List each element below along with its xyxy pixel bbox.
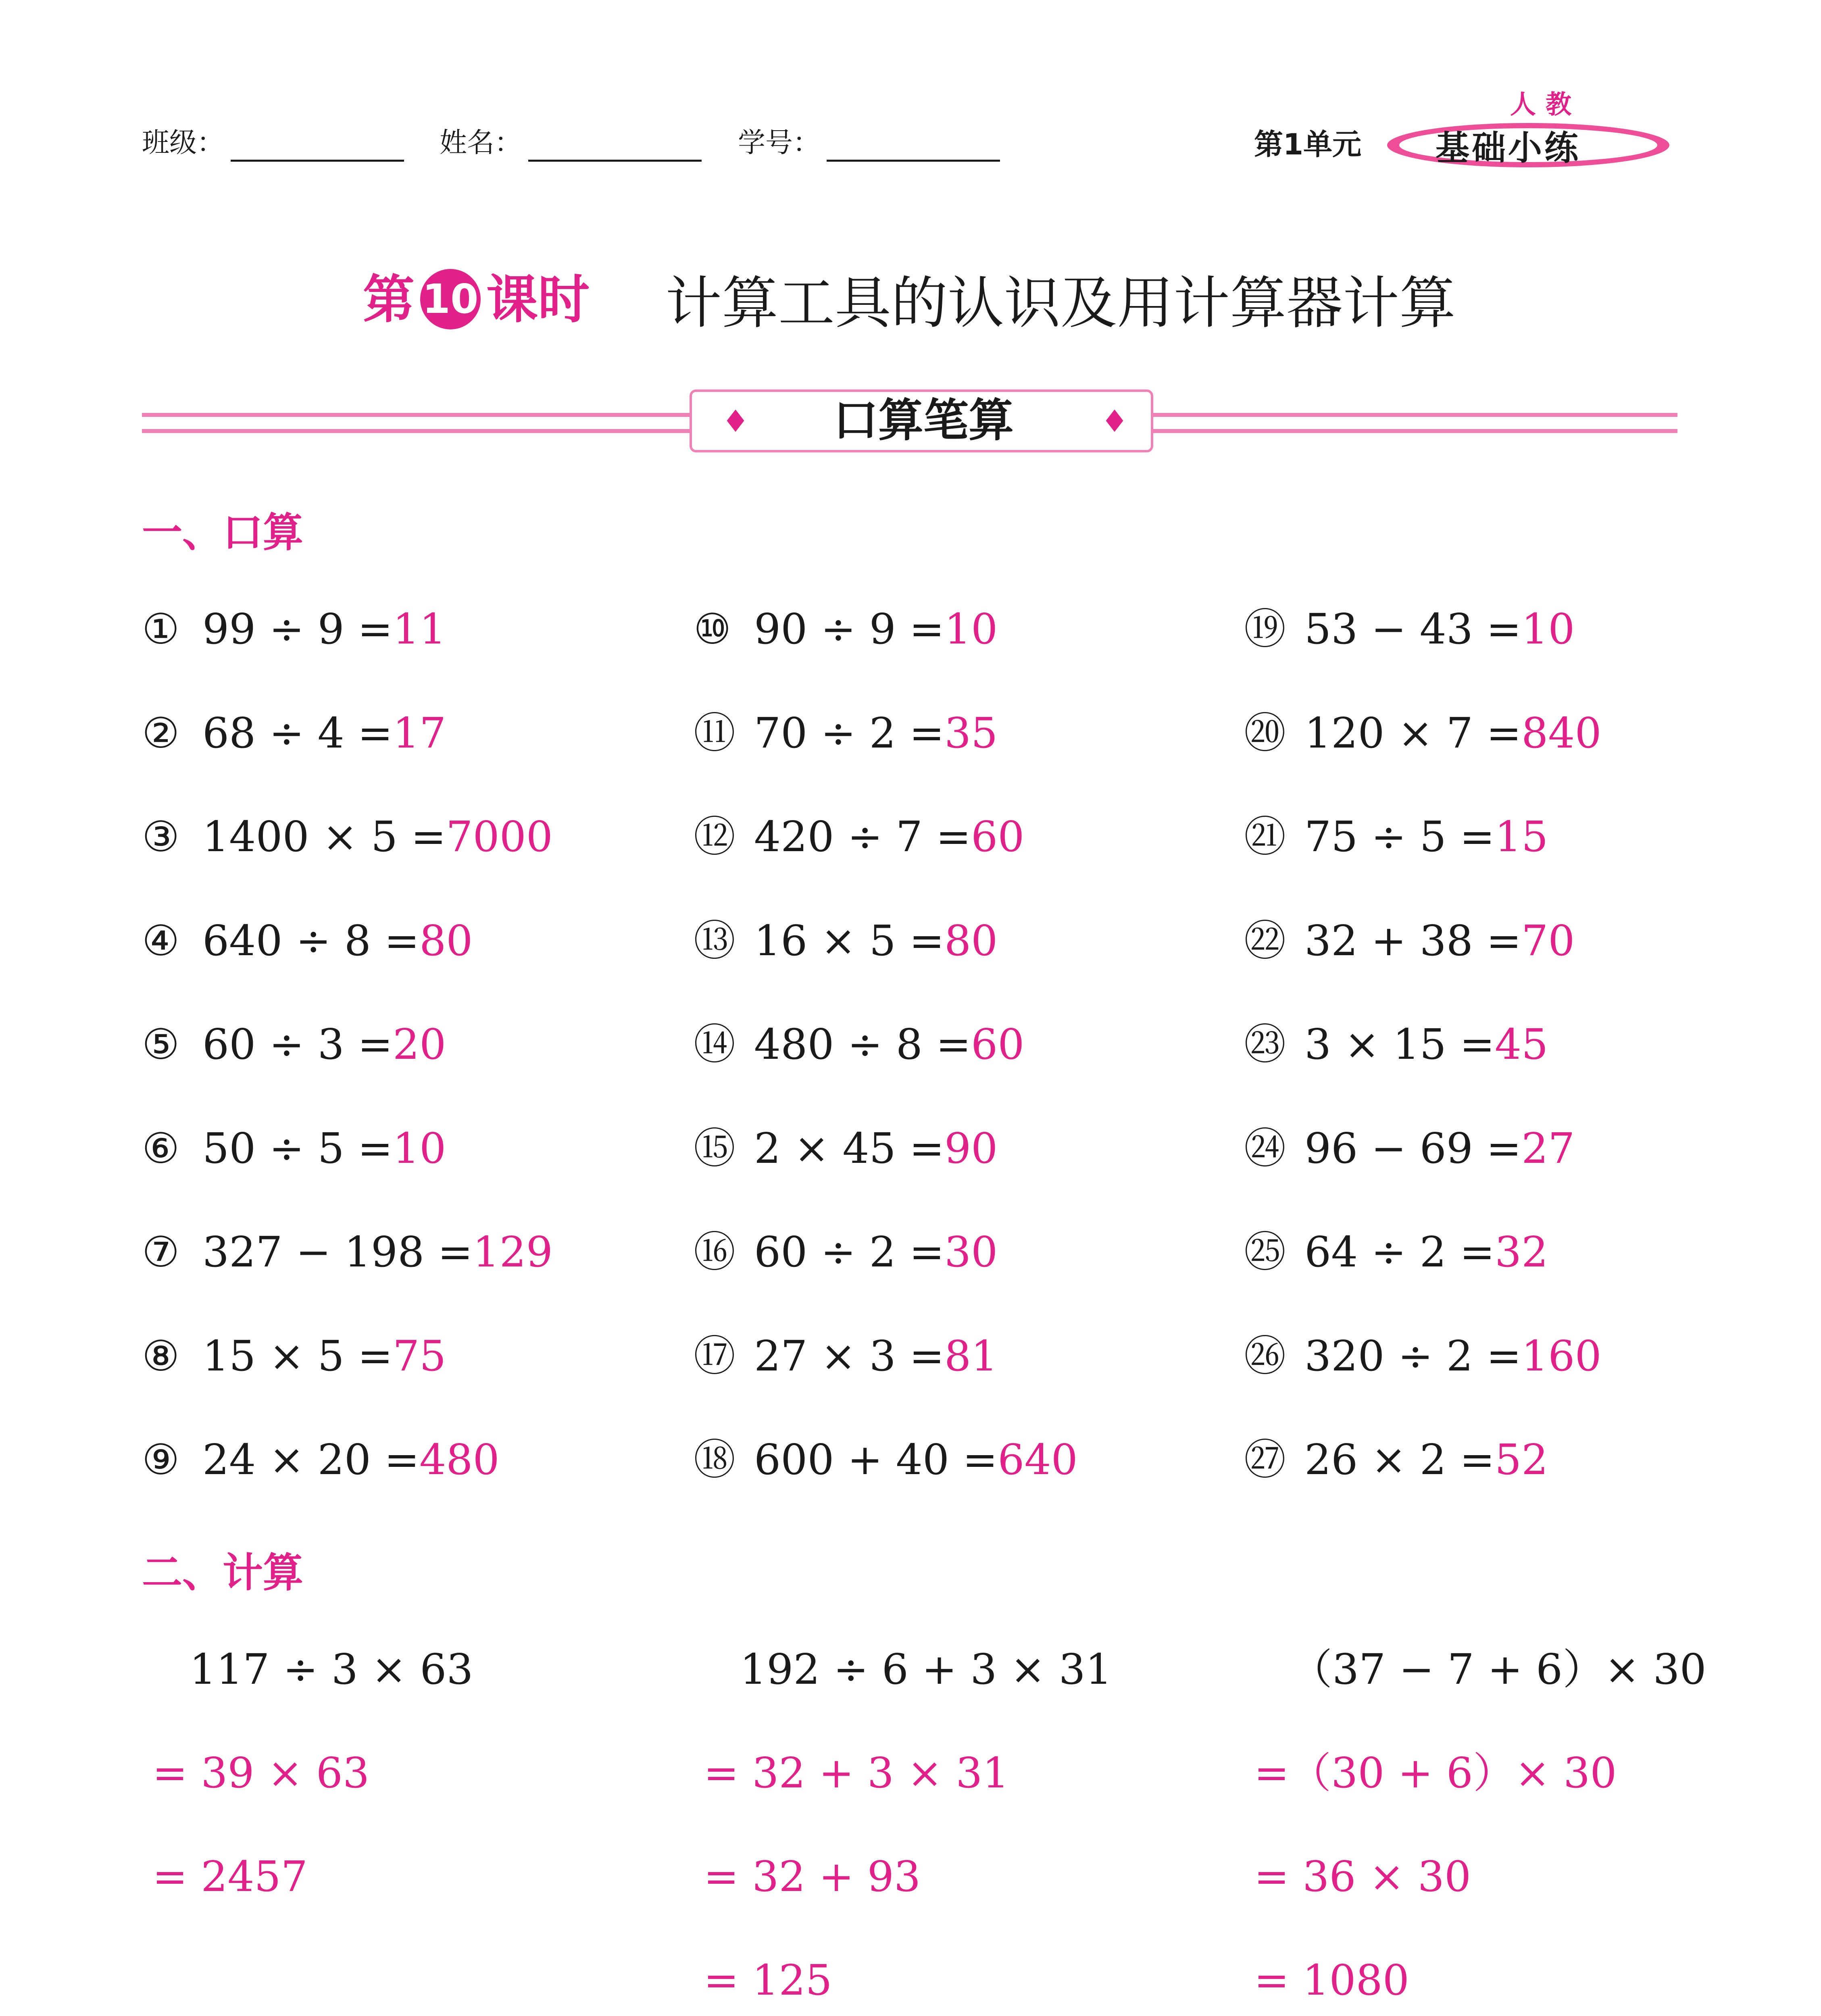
problem-answer[interactable]: 10 [944,604,998,654]
problem-answer[interactable]: 45 [1494,1020,1548,1069]
oral-problem [1244,709,1602,757]
oral-problem [1244,812,1548,861]
problem-number: ⑭ [694,1020,736,1069]
problem-number: ⑯ [694,1227,736,1277]
problem-answer[interactable]: 640 [998,1435,1078,1484]
problem-answer[interactable]: 90 [944,1124,998,1173]
problem-answer[interactable]: 17 [392,708,446,758]
oral-problem [142,1332,446,1380]
section-calc-title: 二、计算 [142,1549,303,1596]
problem-expression: 15 × 5 = [202,1331,393,1381]
problem-answer[interactable]: 75 [392,1331,446,1381]
problem-answer[interactable]: 81 [944,1331,998,1381]
problem-answer[interactable]: 160 [1521,1331,1602,1381]
problem-expression: 53 − 43 = [1304,604,1522,654]
problem-expression: 3 × 15 = [1304,1020,1495,1069]
name-blank[interactable] [528,160,702,162]
calc-step[interactable]: =（30 + 6）× 30 [1254,1748,1617,1797]
oral-problem [694,916,998,965]
problem-expression: 60 ÷ 2 = [754,1227,944,1277]
calc-step[interactable]: = 125 [704,1956,832,2005]
problem-number: ㉑ [1244,812,1286,861]
lesson-prefix: 第 [363,270,415,330]
problem-answer[interactable]: 480 [419,1435,500,1484]
problem-expression: 90 ÷ 9 = [754,604,944,654]
problem-number: ⑧ [142,1331,180,1381]
class-blank[interactable] [231,160,404,162]
calc-step[interactable]: = 1080 [1254,1956,1409,2005]
problem-number: ㉒ [1244,916,1286,965]
calc-step[interactable]: = 32 + 3 × 31 [704,1748,1009,1797]
oral-problem [142,709,446,757]
problem-expression: 68 ÷ 4 = [202,708,393,758]
banner-diamond-right-icon: ♦ [1101,403,1129,439]
problem-expression: 26 × 2 = [1304,1435,1495,1484]
problem-number: ㉕ [1244,1227,1286,1277]
problem-expression: 327 − 198 = [202,1227,473,1277]
oral-problem [694,1124,998,1173]
problem-number: ⑪ [694,708,736,758]
problem-expression: 75 ÷ 5 = [1304,812,1495,861]
problem-expression: 120 × 7 = [1304,708,1522,758]
problem-expression: 99 ÷ 9 = [202,604,393,654]
oral-problem [694,709,998,757]
calc-expression: （37 − 7 + 6）× 30 [1290,1645,1706,1694]
problem-number: ㉓ [1244,1020,1286,1069]
problem-answer[interactable]: 30 [944,1227,998,1277]
banner-diamond-left-icon: ♦ [722,403,750,439]
oral-problem [1244,1124,1575,1173]
lesson-label [363,258,590,333]
brand-edition: 人教 [1510,90,1581,120]
problem-expression: 32 + 38 = [1304,916,1522,965]
problem-answer[interactable]: 60 [971,1020,1025,1069]
problem-answer[interactable]: 35 [944,708,998,758]
problem-answer[interactable]: 70 [1521,916,1575,965]
oral-problem [142,1020,446,1068]
oral-problem [694,1332,998,1380]
oral-problem [142,605,446,653]
problem-expression: 96 − 69 = [1304,1124,1522,1173]
oral-problem [142,1435,500,1484]
problem-expression: 60 ÷ 3 = [202,1020,393,1069]
problem-answer[interactable]: 60 [971,812,1025,861]
problem-number: ⑥ [142,1124,180,1173]
problem-answer[interactable]: 10 [1521,604,1575,654]
problem-number: ㉔ [1244,1124,1286,1173]
oral-problem [694,1435,1078,1484]
problem-answer[interactable]: 129 [473,1227,553,1277]
problem-answer[interactable]: 52 [1494,1435,1548,1484]
student-id-label: 学号： [738,127,821,159]
problem-number: ⑬ [694,916,736,965]
problem-number: ⑫ [694,812,736,861]
oral-problem [694,1020,1024,1068]
problem-number: ⑲ [1244,604,1286,654]
page-title: 计算工具的认识及用计算器计算 [665,271,1456,336]
problem-answer[interactable]: 80 [944,916,998,965]
calc-step[interactable]: = 2457 [152,1852,308,1901]
problem-answer[interactable]: 10 [392,1124,446,1173]
problem-answer[interactable]: 20 [392,1020,446,1069]
oral-problem [142,916,473,965]
oral-problem [1244,1435,1548,1484]
oral-problem [1244,1020,1548,1068]
lesson-suffix: 课时 [486,270,590,330]
banner-title: 口算笔算 [833,394,1014,447]
problem-expression: 27 × 3 = [754,1331,944,1381]
problem-expression: 2 × 45 = [754,1124,944,1173]
name-label: 姓名： [440,127,522,159]
problem-expression: 64 ÷ 2 = [1304,1227,1495,1277]
oral-problem [694,1228,998,1276]
problem-number: ㉗ [1244,1435,1286,1484]
problem-number: ⑮ [694,1124,736,1173]
problem-answer[interactable]: 32 [1494,1227,1548,1277]
problem-number: ㉖ [1244,1331,1286,1381]
problem-number: ② [142,708,180,758]
problem-answer[interactable]: 15 [1494,812,1548,861]
calc-step[interactable]: = 39 × 63 [152,1748,370,1797]
problem-answer[interactable]: 7000 [446,812,553,861]
class-label: 班级： [142,127,225,159]
problem-expression: 480 ÷ 8 = [754,1020,971,1069]
calc-step[interactable]: = 36 × 30 [1254,1852,1471,1901]
calc-expression: 117 ÷ 3 × 63 [190,1645,473,1694]
problem-number: ⑦ [142,1227,180,1277]
problem-answer[interactable]: 11 [392,604,446,654]
oral-problem [694,605,998,653]
section-oral-title: 一、口算 [142,509,303,556]
problem-expression: 640 ÷ 8 = [202,916,420,965]
problem-expression: 1400 × 5 = [202,812,446,861]
problem-expression: 420 ÷ 7 = [754,812,971,861]
problem-number: ⑳ [1244,708,1286,758]
oral-problem [694,812,1024,861]
problem-number: ⑨ [142,1435,180,1484]
student-id-blank[interactable] [827,160,1000,162]
problem-expression: 50 ÷ 5 = [202,1124,393,1173]
oral-problem [1244,1228,1548,1276]
oral-problem [1244,916,1575,965]
oral-problem [142,812,553,861]
lesson-number-badge: 10 [420,269,481,329]
oral-problem [142,1124,446,1173]
brand-name: 基础小练 [1436,128,1581,168]
calc-expression: 192 ÷ 6 + 3 × 31 [740,1645,1112,1694]
oral-problem [1244,605,1575,653]
calc-step[interactable]: = 32 + 93 [704,1852,921,1901]
problem-answer[interactable]: 840 [1521,708,1602,758]
problem-number: ⑤ [142,1020,180,1069]
problem-number: ① [142,604,180,654]
problem-expression: 16 × 5 = [754,916,944,965]
oral-problem [1244,1332,1602,1380]
problem-expression: 24 × 20 = [202,1435,420,1484]
unit-label: 第1单元 [1254,127,1362,161]
problem-number: ③ [142,812,180,861]
problem-number: ⑱ [694,1435,736,1484]
problem-number: ⑩ [694,604,731,654]
problem-expression: 70 ÷ 2 = [754,708,944,758]
oral-problem [142,1228,553,1276]
problem-number: ④ [142,916,180,965]
problem-number: ⑰ [694,1331,736,1381]
problem-expression: 320 ÷ 2 = [1304,1331,1522,1381]
problem-expression: 600 + 40 = [754,1435,998,1484]
problem-answer[interactable]: 80 [419,916,473,965]
problem-answer[interactable]: 27 [1521,1124,1575,1173]
